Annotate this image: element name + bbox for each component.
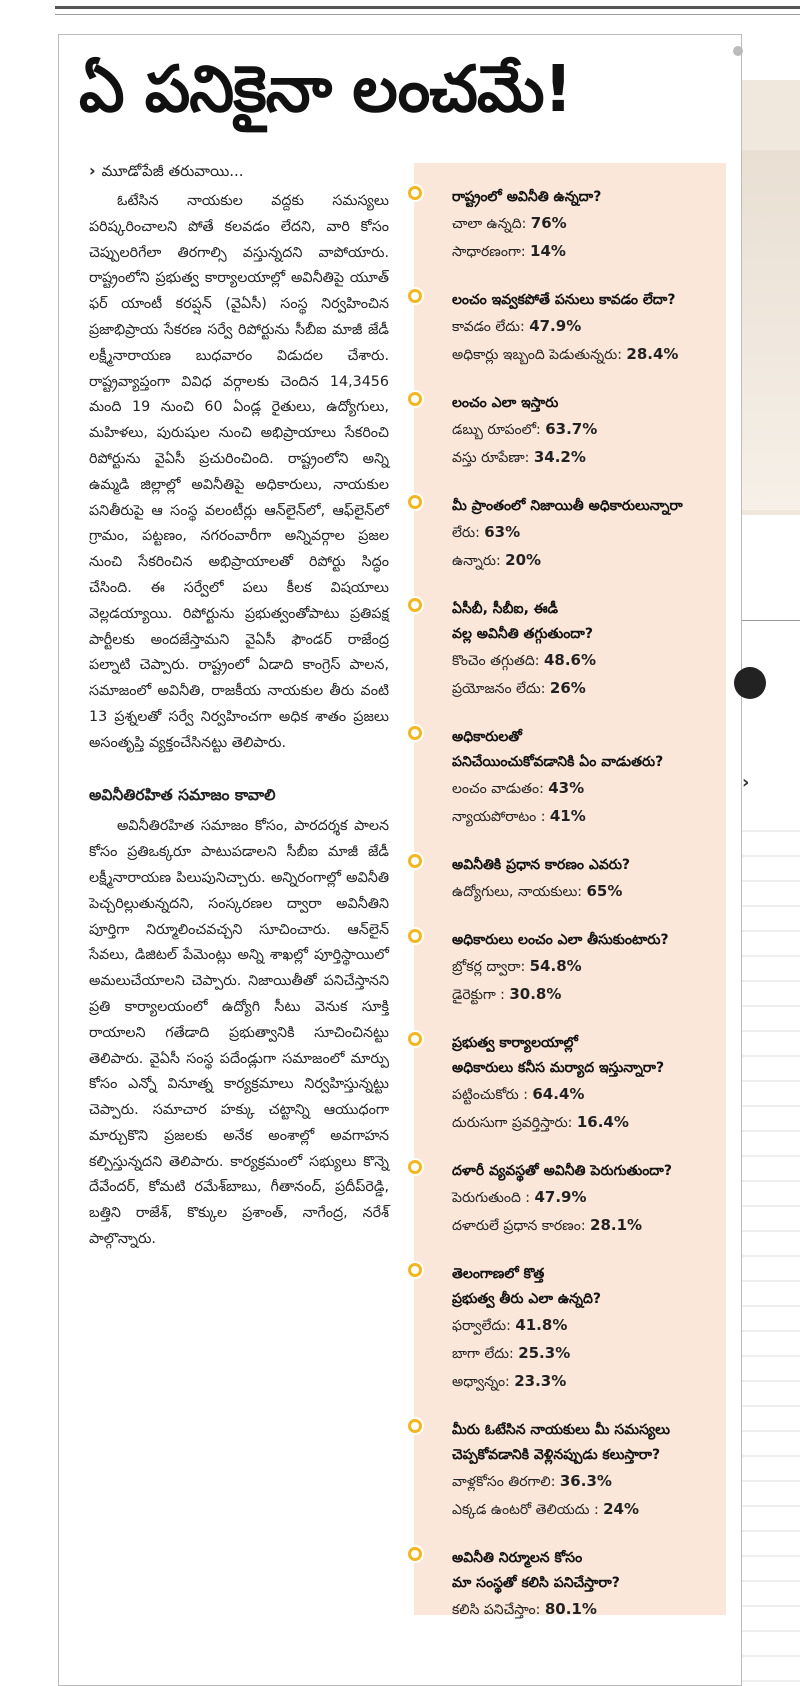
answer-label: ఎక్కడ ఉంటరో తెలియదు :	[452, 1502, 599, 1518]
answer-value: 28.1%	[590, 1216, 643, 1234]
survey-question: మీరు ఓటేసిన నాయకులు మీ సమస్యలు	[452, 1422, 670, 1438]
survey-question: లంచం ఇవ్వకపోతే పనులు కావడం లేదా?	[452, 292, 676, 308]
survey-question: దళారీ వ్యవస్థతో అవినీతి పెరుగుతుందా?	[452, 1163, 672, 1179]
answer-value: 36.3%	[559, 1472, 612, 1490]
survey-answer	[452, 675, 720, 703]
answer-label: ఫర్వాలేదు:	[452, 1318, 511, 1334]
answer-value: 65%	[586, 882, 623, 900]
survey-question: రాష్ట్రంలో అవినీతి ఉన్నదా?	[452, 189, 602, 205]
survey-question: చెప్పకోవడానికి వెళ్లినప్పుడు కలుస్తారా?	[452, 1447, 661, 1463]
survey-answer	[452, 775, 720, 803]
continued-from	[89, 161, 244, 184]
continued-label: మూడోపేజీ తరువాయి...	[101, 162, 244, 180]
answer-label: పట్టించుకోరు :	[452, 1087, 528, 1103]
answer-value: 43%	[548, 779, 585, 797]
bullet-icon	[408, 1032, 422, 1046]
survey-question: అవినీతి నిర్మూలన కోసం	[452, 1550, 583, 1566]
bullet-icon	[408, 854, 422, 868]
answer-value: 28.4%	[626, 345, 679, 363]
answer-label: కలిసి పనిచేస్తాం:	[452, 1602, 541, 1618]
subheading: అవినీతిరహిత సమాజం కావాలి	[89, 785, 276, 804]
answer-label: వస్తు రూపేణా:	[452, 450, 530, 466]
answer-label: న్యాయపోరాటం :	[452, 809, 546, 825]
headline: ఏ పనికైనా లంచమే!	[79, 53, 572, 127]
answer-label: డబ్బు రూపంలో:	[452, 422, 541, 438]
survey-answer	[452, 1340, 720, 1368]
survey-answer	[452, 416, 720, 444]
survey-answer	[452, 803, 720, 831]
answer-value: 80.1%	[544, 1600, 597, 1618]
survey-question: మా సంస్థతో కలిసి పనిచేస్తారా?	[452, 1575, 620, 1591]
bullet-icon	[408, 929, 422, 943]
survey-box	[414, 163, 726, 1618]
answer-value: 16.4%	[576, 1113, 629, 1131]
chevron-right-icon: ›	[89, 161, 96, 180]
bullet-icon	[408, 289, 422, 303]
bullet-icon	[408, 726, 422, 740]
adjacent-text-lines	[742, 820, 800, 1684]
answer-label: దురుసుగా ప్రవర్తిస్తారు:	[452, 1115, 573, 1131]
survey-question: ప్రభుత్వ తీరు ఎలా ఉన్నది?	[452, 1291, 602, 1307]
survey-answer	[452, 1212, 720, 1240]
answer-value: 76%	[530, 214, 567, 232]
survey-answer	[452, 1496, 720, 1524]
survey-question: ఏసీబీ, సీబీఐ, ఈడీ	[452, 601, 559, 617]
adjacent-photo-inner	[742, 150, 800, 510]
survey-item	[414, 288, 726, 369]
answer-label: వాళ్లకోసం తిరగాలి:	[452, 1474, 556, 1490]
survey-answer	[452, 238, 720, 266]
survey-answer	[452, 1081, 720, 1109]
answer-label: ఉన్నారు:	[452, 553, 501, 569]
answer-label: దళారులే ప్రధాన కారణం:	[452, 1218, 586, 1234]
survey-answer	[452, 878, 720, 906]
answer-value: 47.9%	[529, 317, 582, 335]
survey-answer	[452, 444, 720, 472]
answer-value: 54.8%	[529, 957, 582, 975]
answer-label: కావడం లేదు:	[452, 319, 525, 335]
answer-value: 63%	[484, 523, 521, 541]
answer-value: 41.8%	[515, 1316, 568, 1334]
answer-label: లేరు:	[452, 525, 480, 541]
survey-answer	[452, 519, 720, 547]
bullet-icon	[408, 1263, 422, 1277]
survey-answer	[452, 981, 720, 1009]
answer-value: 63.7%	[545, 420, 598, 438]
survey-item	[414, 1262, 726, 1396]
survey-answer	[452, 341, 720, 369]
answer-label: లంచం వాడుతం:	[452, 781, 544, 797]
survey-answer	[452, 547, 720, 575]
bullet-icon	[408, 1547, 422, 1561]
chevron-right-icon: ›	[742, 772, 750, 793]
survey-item	[414, 494, 726, 575]
survey-question: పనిచేయించుకోవడానికి ఏం వాడుతరు?	[452, 754, 664, 770]
answer-value: 64.4%	[532, 1085, 585, 1103]
answer-label: బాగా లేదు:	[452, 1346, 514, 1362]
answer-label: బ్రోకర్ల ద్వారా:	[452, 959, 526, 975]
survey-answer	[452, 647, 720, 675]
survey-answer	[452, 1468, 720, 1496]
answer-value: 47.9%	[534, 1188, 587, 1206]
answer-value: 24%	[603, 1500, 640, 1518]
answer-value: 48.6%	[543, 651, 596, 669]
survey-answer	[452, 1368, 720, 1396]
survey-question: అధికారులు కనీస మర్యాద ఇస్తున్నారా?	[452, 1060, 665, 1076]
answer-label: అధికార్లు ఇబ్బంది పెడుతున్నరు:	[452, 347, 622, 363]
survey-question: మీ ప్రాంతంలో నిజాయితీ అధికారులున్నారా	[452, 498, 683, 514]
answer-label: ఉద్యోగులు, నాయకులు:	[452, 884, 583, 900]
survey-item	[414, 391, 726, 472]
survey-item	[414, 928, 726, 1009]
survey-question: అధికారులు లంచం ఎలా తీసుకుంటారు?	[452, 932, 669, 948]
survey-item	[414, 1159, 726, 1240]
answer-value: 20%	[505, 551, 542, 569]
survey-item	[414, 725, 726, 831]
bullet-icon	[408, 186, 422, 200]
answer-value: 25.3%	[518, 1344, 571, 1362]
adjacent-circle	[734, 667, 766, 699]
answer-label: అధ్వాన్నం:	[452, 1374, 510, 1390]
survey-question: ప్రభుత్వ కార్యాలయాల్లో	[452, 1035, 578, 1051]
answer-label: సాధారణంగా:	[452, 244, 526, 260]
answer-value: 14%	[530, 242, 566, 260]
survey-answer	[452, 953, 720, 981]
adjacent-divider	[742, 620, 800, 621]
survey-item	[414, 185, 726, 266]
article	[58, 34, 742, 1686]
survey-item	[414, 597, 726, 703]
answer-value: 34.2%	[533, 448, 586, 466]
answer-label: పెరుగుతుంది :	[452, 1190, 530, 1206]
survey-answer	[452, 1184, 720, 1212]
survey-question: తెలంగాణలో కొత్త	[452, 1266, 545, 1282]
answer-label: డైరెక్టుగా :	[452, 987, 505, 1003]
survey-question: లంచం ఎలా ఇస్తారు	[452, 395, 559, 411]
paragraph-2: అవినీతిరహిత సమాజం కోసం, పారదర్శక పాలన కోసం ప్రతిఒక్కరూ పాటుపడాలని సీబీఐ మాజీ జేడీ లక్ష్మీనారాయణ పిలుపునిచ్చారు. అన్నిరంగాల్లో అవినీతి పెచ్చరిల్లుతున్నదని, సంస్కరణల ద్వారా అవినీతిని పూర్తిగా నిర్మూలించవచ్చని సూచించారు. ఆన్‌లైన్ సేవలు, డిజిటల్ పేమెంట్లు అన్ని శాఖల్లో పూర్తిస్థాయిలో అమలుచేయాలని చెప్పారు. నిజాయితీతో పనిచేస్తానని ప్రతి కార్యాలయంలో ఉద్యోగి సీటు వెనుక సూక్తి రాయాలని గతేడాది ప్రభుత్వానికి సూచించినట్టు తెలిపారు. వైఏసీ సంస్థ పదేండ్లుగా సమాజంలో మార్పు కోసం ఎన్నో వినూత్న కార్యక్రమాలు నిర్వహిస్తున్నట్టు చెప్పారు. సమాచార హక్కు చట్టాన్ని ఆయుధంగా మార్చుకొని ప్రజలకు అనేక అంశాల్లో అవగాహన కల్పిస్తున్నదని తెలిపారు. కార్యక్రమంలో సభ్యులు కొన్నె దేవేందర్, కోమటి రమేశ్‌బాబు, గీతానంద్, ప్రదీప్‌రెడ్డి, బత్తిని రాజేశ్, కొక్కుల ప్రశాంత్, నాగేంద్ర, నరేశ్ పాల్గొన్నారు.	[89, 818, 389, 1248]
answer-value: 41%	[549, 807, 586, 825]
survey-answer	[452, 210, 720, 238]
survey-answer	[452, 1312, 720, 1340]
bullet-icon	[408, 392, 422, 406]
survey-question: వల్ల అవినీతి తగ్గుతుందా?	[452, 626, 593, 642]
bullet-icon	[408, 1160, 422, 1174]
answer-label: చాలా ఉన్నది:	[452, 216, 527, 232]
survey-item	[414, 1418, 726, 1524]
article-body	[89, 189, 389, 1253]
survey-list	[414, 185, 726, 1646]
bullet-icon	[408, 1419, 422, 1433]
survey-item	[414, 853, 726, 906]
answer-value: 26%	[549, 679, 586, 697]
survey-item	[414, 1031, 726, 1137]
dot-icon	[733, 46, 743, 56]
survey-answer	[452, 1109, 720, 1137]
answer-label: ప్రయోజనం లేదు:	[452, 681, 546, 697]
answer-value: 23.3%	[514, 1372, 567, 1390]
survey-question: అధికారులతో	[452, 729, 522, 745]
survey-item	[414, 1546, 726, 1624]
top-rule	[55, 6, 800, 9]
answer-label: కొంచెం తగ్గుతది:	[452, 653, 540, 669]
paragraph-1: ఓటేసిన నాయకుల వద్దకు సమస్యలు పరిష్కరించాలని పోతే కలవడం లేదని, వారి కోసం చెప్పులరిగేలా తిరగాల్సి వస్తున్నదని వాపోయారు. రాష్ట్రంలోని ప్రభుత్వ కార్యాలయాల్లో అవినీతిపై యూత్ ఫర్ యాంటీ కరప్షన్ (వైఏసీ) సంస్థ నిర్వహించిన ప్రజాభిప్రాయ సేకరణ సర్వే రిపోర్టును సీబీఐ మాజీ జేడీ లక్ష్మీనారాయణ బుధవారం విడుదల చేశారు. రాష్ట్రవ్యాప్తంగా వివిధ వర్గాలకు చెందిన 14,3456 మంది 19 నుంచి 60 ఏండ్ల రైతులు, ఉద్యోగులు, మహిళలు, పురుషుల నుంచి అభిప్రాయాలు సేకరించి రిపోర్టును వైఏసీ ప్రచురించింది. రాష్ట్రంలోని అన్ని ఉమ్మడి జిల్లాల్లో అవినీతిపై అధికారులు, నాయకుల పనితీరుపై ఆ సంస్థ వలంటీర్లు ఆన్‌లైన్‌లో, ఆఫ్‌లైన్‌లో గ్రామం, పట్టణం, నగరంవారీగా అన్నివర్గాల ప్రజల నుంచి సేకరించిన అభిప్రాయాలతో రిపోర్టు సిద్ధం చేసింది. ఈ సర్వేలో పలు కీలక విషయాలు వెల్లడయ్యాయి. రిపోర్టును ప్రభుత్వంతోపాటు ప్రతిపక్ష పార్టీలకు అందజేస్తామని వైఏసీ ఫౌండర్ రాజేంద్ర పల్నాటి చెప్పారు. రాష్ట్రంలో ఏడాది కాంగ్రెస్ పాలన, సమాజంలో అవినీతి, రాజకీయ నాయకుల తీరు వంటి 13 ప్రశ్నలతో సర్వే నిర్వహించగా అధిక శాతం ప్రజలు అసంతృప్తి వ్యక్తంచేసినట్టు తెలిపారు.	[89, 193, 389, 751]
survey-question: అవినీతికి ప్రధాన కారణం ఎవరు?	[452, 857, 631, 873]
survey-answer	[452, 1596, 720, 1624]
bullet-icon	[408, 598, 422, 612]
bullet-icon	[408, 495, 422, 509]
answer-value: 30.8%	[509, 985, 562, 1003]
top-rule-thin	[55, 14, 800, 15]
survey-answer	[452, 313, 720, 341]
